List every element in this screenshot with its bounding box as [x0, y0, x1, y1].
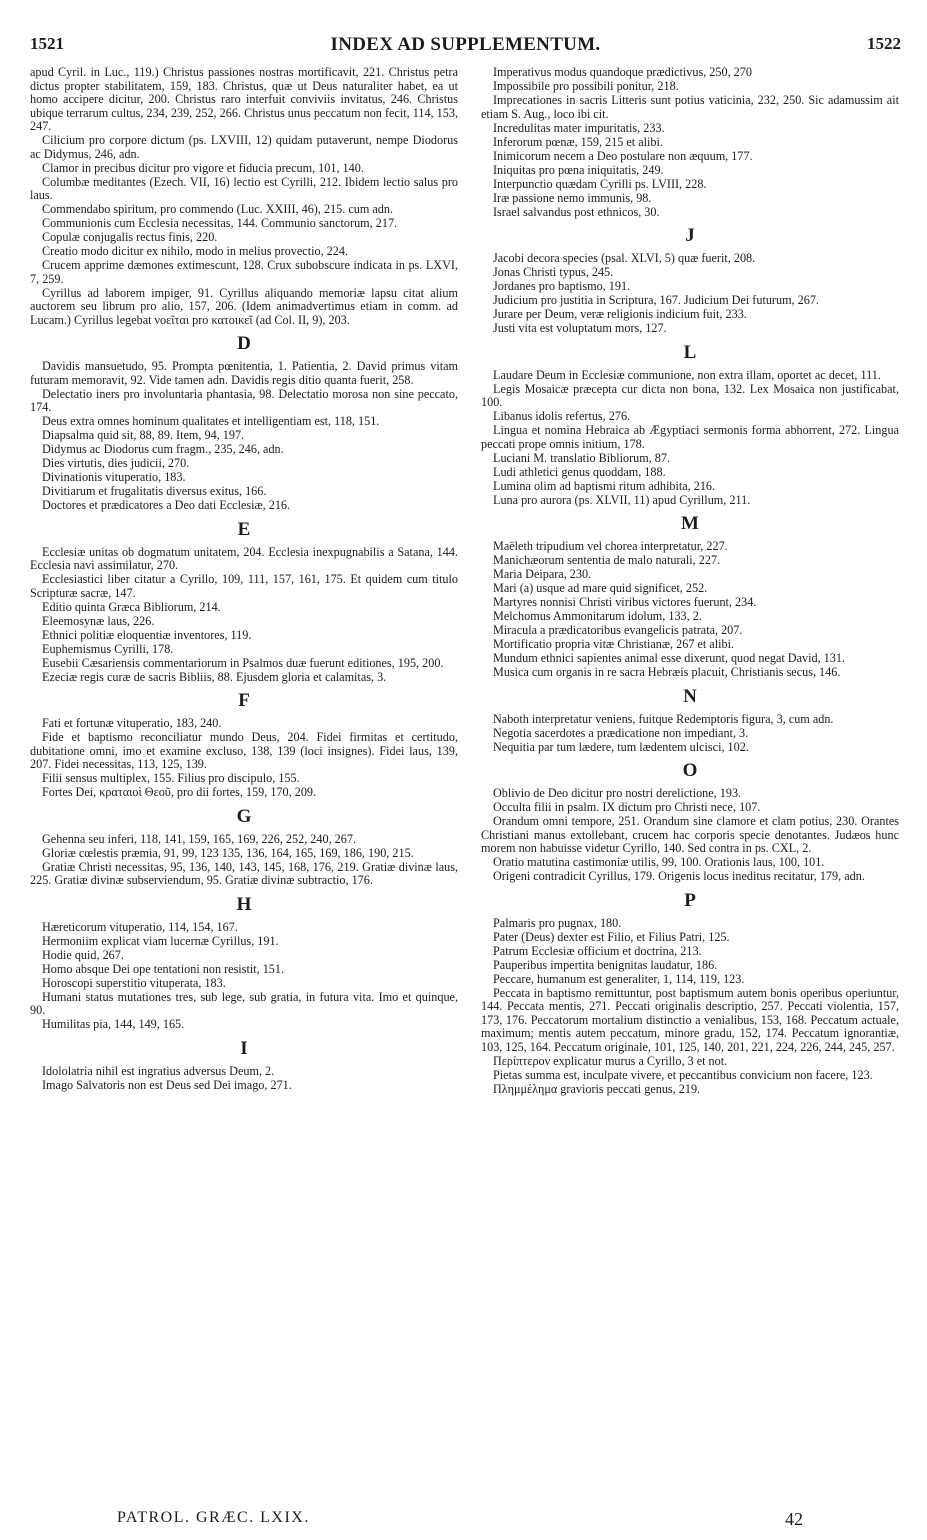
index-column-right [481, 66, 899, 1097]
index-entry: Miracula a prædicatoribus evangelicis patrata, 207. [493, 623, 743, 637]
index-entry: Cilicium pro corpore dictum (ps. LXVIII, 12) quidam putaverunt, nempe Diodorus ac Didymus, 246, adn. [30, 133, 458, 161]
index-entry: Pietas summa est, inculpate vivere, et peccantibus convicium non facere, 123. [493, 1067, 873, 1082]
index-entry: Imprecationes in sacris Litteris sunt potius vaticinia, 232, 250. Sic adamussim ait etiam S. Aug., loco ibi cit. [481, 93, 899, 121]
index-entry: Columbæ meditantes (Ezech. VII, 16) lectio est Cyrilli, 212. Ibidem lectio salus pro laus. [30, 174, 458, 202]
index-entry: Peccare, humanum est generaliter, 1, 114, 119, 123. [493, 971, 745, 986]
index-entry: Communionis cum Ecclesia necessitas, 144. Communio sanctorum, 217. [42, 216, 398, 230]
index-entry: Origeni contradicit Cyrillus, 179. Origenis locus ineditus recitatur, 179, adn. [493, 869, 865, 883]
index-entry: Luna pro aurora (ps. XLVII, 11) apud Cyrillum, 211. [493, 492, 751, 507]
index-entry: Gloriæ cœlestis præmia, 91, 99, 123 135, 136, 164, 165, 169, 186, 190, 215. [42, 845, 414, 860]
index-entry: Mortificatio propria vitæ Christianæ, 267 et alibi. [493, 637, 735, 651]
index-entry: Humani status mutationes tres, sub lege, sub gratia, in futura vita. Imo et quinque, 90. [30, 989, 458, 1017]
index-entry: Interpunctio quædam Cyrilli ps. LVIII, 228. [493, 176, 707, 191]
index-entry: Pauperibus impertita benignitas laudatur, 186. [493, 957, 718, 972]
index-entry: Orandum omni tempore, 251. Orandum sine clamore et clam potius, 230. Orantes Christiani manus extollebant, crucem hac corporis specie denotantes. Judæos hunc morem non habuisse videtur Cyrillo, 140. Sed contra in ps. CXL, 2. [481, 814, 899, 855]
page-number-right: 1522 [867, 34, 901, 53]
index-entry: Crucem apprime dæmones extimescunt, 128. Crux subobscure indicata in ps. LXVI, 7, 259. [30, 258, 458, 286]
index-entry: Negotia sacerdotes a prædicatione non impediant, 3. [493, 725, 749, 740]
index-entry: Oblivio de Deo dicitur pro nostri derelictione, 193. [493, 786, 742, 800]
index-section-letter: M [681, 513, 699, 534]
index-entry: Naboth interpretatur veniens, fuitque Redemptoris figura, 3, cum adn. [493, 711, 834, 726]
index-entry: Maria Deipara, 230. [493, 567, 592, 581]
index-entry: Doctores et prædicatores a Deo dati Ecclesiæ, 216. [42, 498, 291, 512]
page-header [30, 34, 901, 58]
index-entry: Iræ passione nemo immunis, 98. [493, 190, 652, 205]
index-entry: Clamor in precibus dicitur pro vigore et fiducia precum, 101, 140. [42, 160, 364, 175]
index-entry: Jurare per Deum, veræ religionis indicium fuit, 233. [493, 307, 747, 321]
index-entry: Περίπτερον explicatur murus a Cyrillo, 3 et not. [493, 1053, 728, 1068]
index-entry: Impossibile pro possibili ponitur, 218. [493, 79, 679, 93]
index-entry: Filii sensus multiplex, 155. Filius pro discipulo, 155. [42, 771, 300, 785]
index-entry: Israel salvandus post ethnicos, 30. [493, 204, 660, 219]
index-entry: Justi vita est voluptatum mors, 127. [493, 321, 667, 335]
index-entry: Oratio matutina castimoniæ utilis, 99, 100. Orationis laus, 100, 101. [493, 855, 825, 869]
index-entry: Mundum ethnici sapientes animal esse dixerunt, quod negat David, 131. [493, 651, 846, 665]
index-entry: Divinationis vituperatio, 183. [42, 470, 186, 484]
footer-series: PATROL. GRÆC. LXIX. [117, 1509, 310, 1526]
index-entry: Ezeciæ regis curæ de sacris Bibliis, 88. Ejusdem gloria et calamitas, 3. [42, 669, 387, 684]
index-entry: Homo absque Dei ope tentationi non resistit, 151. [42, 961, 285, 976]
index-entry: Horoscopi superstitio vituperata, 183. [42, 975, 226, 990]
index-section-letter: N [683, 685, 697, 707]
index-entry: Jonas Christi typus, 245. [493, 265, 614, 279]
index-entry: Hæreticorum vituperatio, 114, 154, 167. [42, 919, 238, 934]
index-entry: Inimicorum necem a Deo postulare non æquum, 177. [493, 148, 753, 163]
index-entry: Ecclesiastici liber citatur a Cyrillo, 109, 111, 157, 161, 175. Et quidem cum titulo Scripturæ sacræ, 147. [30, 572, 458, 600]
index-entry: Judicium pro justitia in Scriptura, 167. Judicium Dei futurum, 267. [493, 293, 819, 307]
index-entry: Gehenna seu inferi, 118, 141, 159, 165, 169, 226, 252, 240, 267. [42, 831, 357, 846]
index-entry: Ludi athletici genus quoddam, 188. [493, 464, 666, 479]
index-entry: Maëleth tripudium vel chorea interpretatur, 227. [493, 539, 728, 553]
index-entry: Jordanes pro baptismo, 191. [493, 279, 631, 293]
index-entry: Libanus idolis refertus, 276. [493, 409, 631, 423]
index-entry: Didymus ac Diodorus cum fragm., 235, 246, adn. [42, 442, 284, 456]
index-entry: Divitiarum et frugalitatis diversus exitus, 166. [42, 484, 267, 498]
index-section-letter: F [238, 690, 250, 711]
index-entry: Lumina olim ad baptismi ritum adhibita, 216. [493, 478, 716, 493]
index-entry: apud Cyril. in Luc., 119.) Christus passiones nostras mortificavit, 221. Christus petra dictus propter stabilitatem, 159, 183. Christus, quæ ut Deus naturaliter habet, ea ut homo accipere dicitur, 200. Christus raro interfuit conviviis invitatus, 246. Christus ubique terrarum cultus, 234, 239, 252, 266. Christus unus peccatum non fecit, 114, 153, 247. [30, 65, 458, 133]
index-entry: Cyrillus ad laborem impiger, 91. Cyrillus aliquando memoriæ lapsu citat alium auctorem seu librum pro alio, 157, 206. (Idem animadvertimus etiam in comm. ad Lucam.) Cyrillus legebat νοεῖται pro κατοικεῖ (ad Col. II, 9), 203. [30, 285, 458, 327]
footer-signature: 42 [785, 1509, 803, 1529]
index-entry: Diapsalma quid sit, 88, 89. Item, 94, 197. [42, 428, 245, 442]
index-entry: Humilitas pia, 144, 149, 165. [42, 1017, 185, 1031]
index-entry: Melchomus Ammonitarum idolum, 133, 2. [493, 609, 702, 623]
page-number-left: 1521 [30, 34, 64, 53]
index-entry: Palmaris pro pugnax, 180. [493, 915, 622, 930]
index-entry: Editio quinta Græca Bibliorum, 214. [42, 599, 221, 614]
index-entry: Euphemismus Cyrilli, 178. [42, 641, 174, 656]
index-entry: Davidis mansuetudo, 95. Prompta pœnitentia, 1. Patientia, 2. David primus vitam futuram memoravit, 92. Vide tamen adn. Davidis regis ditio quanta fuerit, 258. [30, 359, 458, 387]
index-entry: Delectatio iners pro involuntaria phantasia, 98. Delectatio morosa non sine peccato, 174. [30, 386, 458, 414]
index-entry: Laudare Deum in Ecclesiæ communione, non extra illam, oportet ac decet, 111. [493, 367, 881, 382]
index-entry: Creatio modo dicitur ex nihilo, modo in melius provectio, 224. [42, 244, 348, 258]
index-entry: Martyres nonnisi Christi viribus victores fuerunt, 234. [493, 595, 757, 609]
index-entry: Ecclesiæ unitas ob dogmatum unitatem, 204. Ecclesia inexpugnabilis a Satana, 144. Ecclesia navi assimilatur, 270. [30, 544, 458, 572]
index-entry: Luciani M. translatio Bibliorum, 87. [493, 450, 671, 465]
index-section-letter: J [685, 225, 695, 246]
index-entry: Ethnici politiæ eloquentiæ inventores, 119. [42, 627, 252, 642]
index-entry: Fide et baptismo reconciliatur mundo Deus, 204. Fidei firmitas et certitudo, dubitatione omni, imo et examine excluso, 138, 139 (loci insignes). Fidei laus, 139, 207. Fidei necessitas, 113, 125, 139. [30, 730, 458, 771]
index-entry: Dies virtutis, dies judicii, 270. [42, 456, 190, 470]
index-entry: Legis Mosaicæ præcepta cur dicta non bona, 132. Lex Mosaica non justificabat, 100. [481, 381, 899, 409]
index-entry: Hodie quid, 267. [42, 947, 124, 962]
index-entry: Fati et fortunæ vituperatio, 183, 240. [42, 716, 222, 730]
index-entry: Copulæ conjugalis rectus finis, 220. [42, 230, 218, 244]
index-entry: Peccata in baptismo remittuntur, post baptismum autem bonis operibus operiuntur, 144. Peccata mentis, 271. Peccati originalis descriptio, 257. Peccati violentia, 157, 173, 176. Peccatorum mortalium distinctio a venialibus, 153, 168. Peccatum actuale, maximum; mentis autem peccatum, minore gradu, 152, 174. Peccatum ignorantiæ, 103, 125, 164. Peccatum originale, 101, 125, 140, 201, 221, 224, 226, 244, 245, 257. [481, 985, 899, 1054]
index-section-letter: D [237, 333, 251, 354]
index-entry: Fortes Dei, κραταιοὶ Θεοῦ, pro dii fortes, 159, 170, 209. [42, 785, 317, 799]
index-entry: Jacobi decora species (psal. XLVI, 5) quæ fuerit, 208. [493, 251, 756, 265]
index-section-letter: L [683, 341, 697, 363]
index-entry: Pater (Deus) dexter est Filio, et Filius Patri, 125. [493, 929, 730, 944]
index-entry: Eusebii Cæsariensis commentariorum in Psalmos duæ fuerunt editiones, 195, 200. [42, 655, 444, 670]
index-entry: Commendabo spiritum, pro commendo (Luc. XXIII, 46), 215. cum adn. [42, 202, 393, 216]
index-entry: Incredulitas mater impuritatis, 233. [493, 120, 665, 135]
index-section-letter: G [236, 805, 252, 827]
index-section-letter: O [682, 760, 698, 781]
index-entry: Iniquitas pro pœna iniquitatis, 249. [493, 162, 664, 177]
index-entry: Imperativus modus quandoque prædictivus, 250, 270 [493, 65, 752, 79]
index-entry: Deus extra omnes hominum qualitates et intelligentiam est, 118, 151. [42, 414, 380, 428]
index-entry: Musica cum organis in re sacra Hebræis placuit, Christianis secus, 146. [493, 665, 841, 679]
index-column-left [30, 66, 458, 1093]
index-section-letter: H [236, 893, 252, 915]
index-entry: Lingua et nomina Hebraica ab Ægyptiaci sermonis forma abhorrent, 272. Lingua peccati prope omnis initium, 178. [481, 423, 899, 451]
index-entry: Idololatria nihil est ingratius adversus Deum, 2. [42, 1063, 275, 1078]
index-entry: Πλημμέλημα gravioris peccati genus, 219. [493, 1081, 701, 1096]
index-section-letter: E [237, 518, 251, 540]
index-entry: Mari (a) usque ad mare quid significet, 252. [493, 581, 708, 595]
index-section-letter: I [240, 1037, 248, 1059]
index-entry: Inferorum pœnæ, 159, 215 et alibi. [493, 134, 663, 149]
index-entry: Eleemosynæ laus, 226. [42, 613, 155, 628]
page-title: INDEX AD SUPPLEMENTUM. [330, 34, 601, 55]
index-section-letter: P [684, 889, 696, 911]
index-entry: Manichæorum sententia de malo naturali, 227. [493, 553, 721, 567]
index-entry: Occulta filii in psalm. IX dictum pro Christi nece, 107. [493, 800, 761, 814]
index-entry: Imago Salvatoris non est Deus sed Dei imago, 271. [42, 1077, 292, 1092]
index-entry: Gratiæ Christi necessitas, 95, 136, 140, 143, 145, 168, 176, 219. Gratiæ divinæ laus, 225. Gratiæ divinæ subserviendum, 95. Gratiæ divinæ subtractio, 176. [30, 859, 458, 887]
index-entry: Hermoniim explicat viam lucernæ Cyrillus, 191. [42, 933, 279, 948]
index-entry: Nequitia par tum lædere, tum lædentem ulcisci, 102. [493, 739, 749, 754]
index-entry: Patrum Ecclesiæ officium et doctrina, 213. [493, 943, 702, 958]
